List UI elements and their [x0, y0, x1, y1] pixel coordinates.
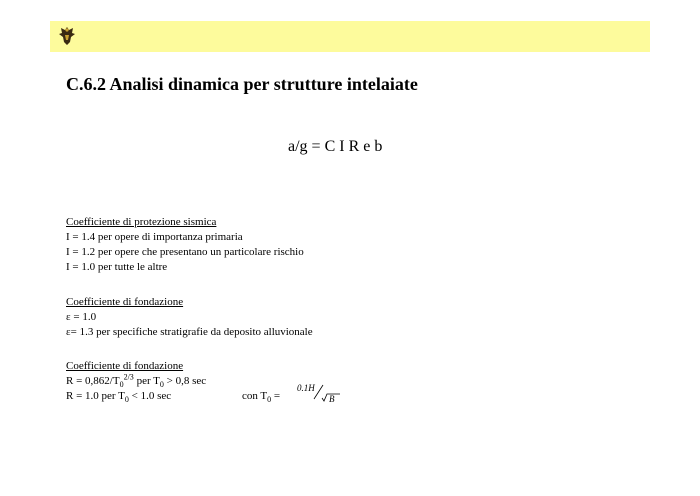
list-item: I = 1.2 per opere che presentano un particolare rischio	[66, 246, 304, 258]
section-heading: Coefficiente di protezione sismica	[66, 216, 217, 228]
t0-eq: =	[271, 390, 281, 402]
r1-prefix: R = 0,862/T	[66, 375, 120, 387]
t0-sub: 0	[267, 395, 272, 405]
r1-mid: per T	[133, 375, 160, 387]
r1-sub: 0	[119, 380, 124, 390]
r1-suffix: > 0,8 sec	[163, 375, 207, 387]
section-protezione-sismica	[66, 215, 304, 275]
formula: a/g = C I R e b	[288, 138, 383, 155]
r1-sub2: 0	[159, 380, 164, 390]
t0-denominator: B	[329, 394, 335, 404]
t0-fraction	[296, 381, 342, 405]
r1-sup: 2/3	[123, 372, 134, 382]
r-formula-row-2	[66, 383, 335, 405]
r2-sub: 0	[124, 395, 129, 405]
list-item: I = 1.0 per tutte le altre	[66, 261, 168, 273]
section-heading: Coefficiente di fondazione	[66, 296, 184, 308]
list-item: ε= 1.3 per specifiche stratigrafie da deposito alluvionale	[66, 326, 313, 338]
eagle-crest-icon	[58, 26, 76, 46]
r2-suffix: < 1.0 sec	[128, 390, 172, 402]
t0-definition	[242, 389, 280, 404]
section-heading: Coefficiente di fondazione	[66, 360, 184, 372]
section-fondazione-r	[66, 359, 335, 405]
list-item: ε = 1.0	[66, 311, 97, 323]
list-item: I = 1.4 per opere di importanza primaria	[66, 231, 243, 243]
section-fondazione	[66, 295, 313, 340]
t0-numerator: 0.1H	[297, 383, 315, 393]
t0-prefix: con T	[242, 390, 268, 402]
r-formula-row-1	[66, 372, 207, 390]
page-title: C.6.2 Analisi dinamica per strutture intelaiate	[66, 74, 418, 94]
header-band	[50, 21, 650, 52]
r2-prefix: R = 1.0 per T	[66, 390, 125, 402]
